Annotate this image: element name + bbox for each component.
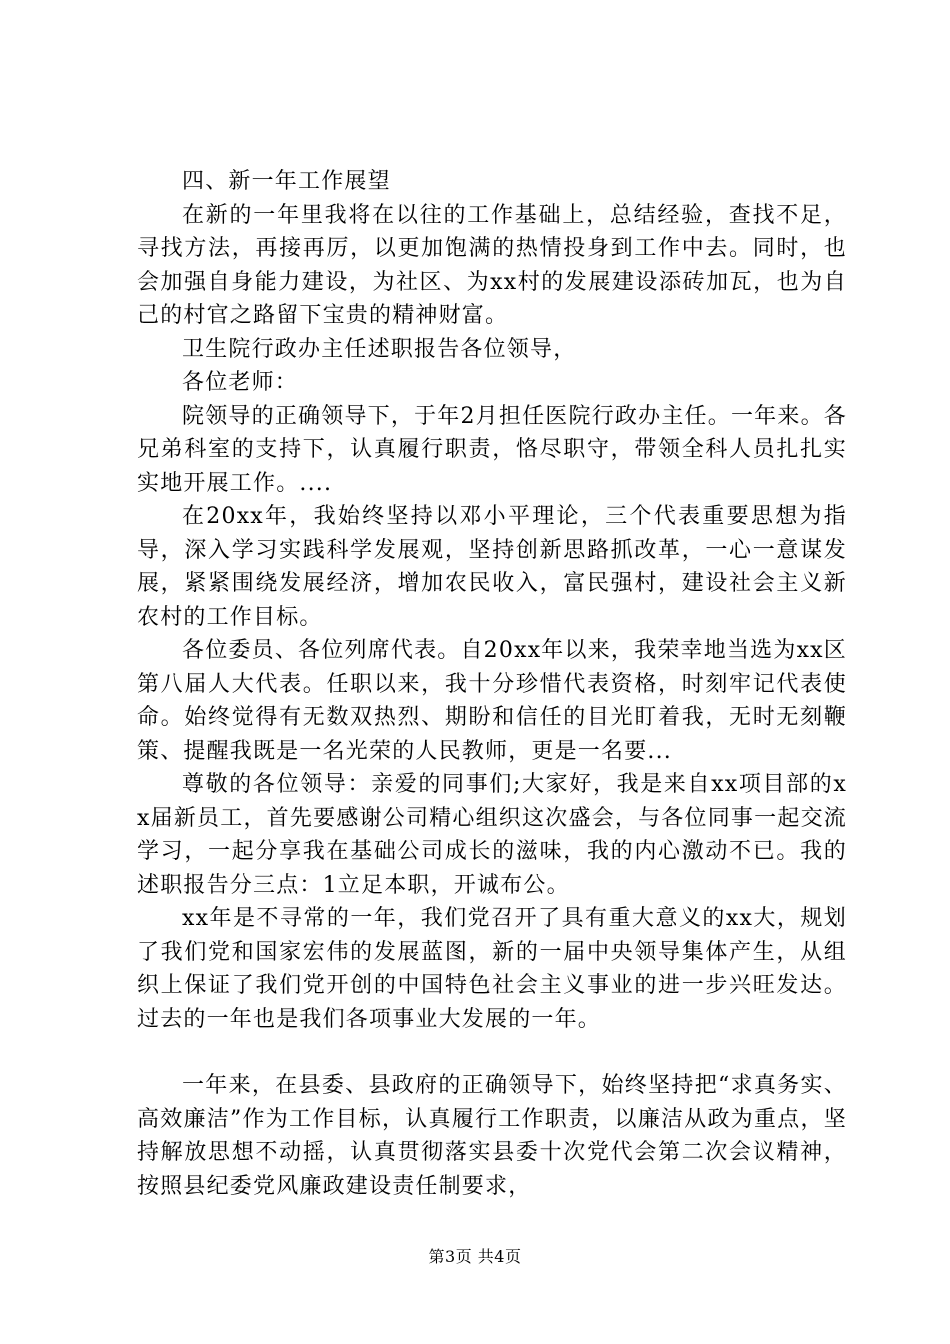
paragraph: 尊敬的各位领导：亲爱的同事们;大家好，我是来自xx项目部的xx届新员工，首先要感谢公司精心组织这次盛会，与各位同事一起交流学习，一起分享我在基础公司成长的滋味，我的内心激动不已。我的述职报告分三点：1立足本职，开诚布公。 xyxy=(137,772,847,898)
document-body xyxy=(137,165,847,1203)
page-number-footer: 第3页 共4页 xyxy=(428,1247,522,1266)
section-heading: 四、新一年工作展望 xyxy=(182,169,391,194)
paragraph: 在新的一年里我将在以往的工作基础上，总结经验，查找不足，寻找方法，再接再厉，以更加饱满的热情投身到工作中去。同时，也会加强自身能力建设，为社区、为xx村的发展建设添砖加瓦，也为自己的村官之路留下宝贵的精神财富。 xyxy=(137,202,847,328)
paragraph: 院领导的正确领导下，于年2月担任医院行政办主任。一年来。各兄弟科室的支持下，认真履行职责，恪尽职守，带领全科人员扎扎实实地开展工作。.... xyxy=(137,403,847,496)
paragraph: 卫生院行政办主任述职报告各位领导， xyxy=(182,336,577,362)
paragraph: 各位委员、各位列席代表。自20xx年以来，我荣幸地当选为xx区第八届人大代表。任职以来，我十分珍惜代表资格，时刻牢记代表使命。始终觉得有无数双热烈、期盼和信任的目光盯着我，无时无刻鞭策、提醒我既是一名光荣的人民教师，更是一名要... xyxy=(137,638,847,764)
paragraph: 一年来，在县委、县政府的正确领导下，始终坚持把“求真务实、高效廉洁”作为工作目标，认真履行工作职责，以廉洁从政为重点，坚持解放思想不动摇，认真贯彻落实县委十次党代会第二次会议精神，按照县纪委党风廉政建设责任制要求， xyxy=(137,1073,847,1199)
paragraph: 在20xx年，我始终坚持以邓小平理论，三个代表重要思想为指导，深入学习实践科学发展观，坚持创新思路抓改革，一心一意谋发展，紧紧围绕发展经济，增加农民收入，富民强村，建设社会主义新农村的工作目标。 xyxy=(137,504,847,630)
paragraph: xx年是不寻常的一年，我们党召开了具有重大意义的xx大，规划了我们党和国家宏伟的发展蓝图，新的一届中央领导集体产生，从组织上保证了我们党开创的中国特色社会主义事业的进一步兴旺发达。过去的一年也是我们各项事业大发展的一年。 xyxy=(137,906,847,1032)
paragraph: 各位老师： xyxy=(182,370,299,395)
